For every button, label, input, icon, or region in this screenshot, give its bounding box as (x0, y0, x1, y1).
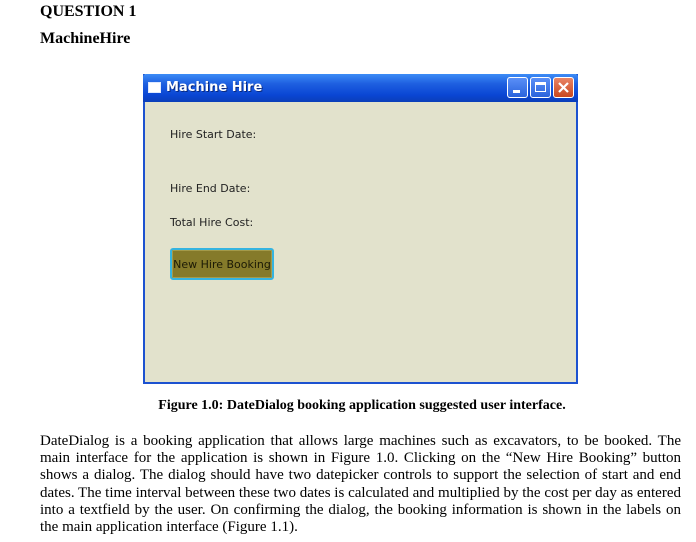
figure-caption (0, 398, 696, 414)
figure-caption-text: Figure 1.0: DateDialog booking application suggested user interface. (158, 398, 566, 413)
hire-end-date-label: Hire End Date: (170, 182, 251, 195)
total-hire-cost-label: Total Hire Cost: (170, 216, 254, 229)
question-subtitle: MachineHire (40, 30, 131, 47)
new-hire-booking-button[interactable]: New Hire Booking (170, 248, 274, 280)
minimize-icon (513, 90, 520, 93)
window-titlebar[interactable] (143, 74, 578, 102)
minimize-button[interactable] (507, 77, 528, 98)
description-paragraph: DateDialog is a booking application that allows large machines such as excavators, to be booked. The main interface for the application is shown in Figure 1.0. Clicking on the “New Hire Booking” button shows a dialog. The dialog should have two datepicker controls to support the selection of start and end dates. The time interval between these two dates is calculated and multiplied by the cost per day as entered into a textfield by the user. On confirming the dialog, the booking information is shown in the labels on the main application interface (Figure 1.1). (40, 433, 681, 536)
close-icon (557, 81, 570, 94)
hire-start-date-label: Hire Start Date: (170, 128, 257, 141)
question-title: QUESTION 1 (40, 3, 137, 20)
maximize-button[interactable] (530, 77, 551, 98)
close-button[interactable] (553, 77, 574, 98)
maximize-icon (535, 82, 546, 92)
window-app-icon (148, 82, 161, 93)
window-title: Machine Hire (166, 80, 263, 95)
machine-hire-window (143, 74, 578, 384)
